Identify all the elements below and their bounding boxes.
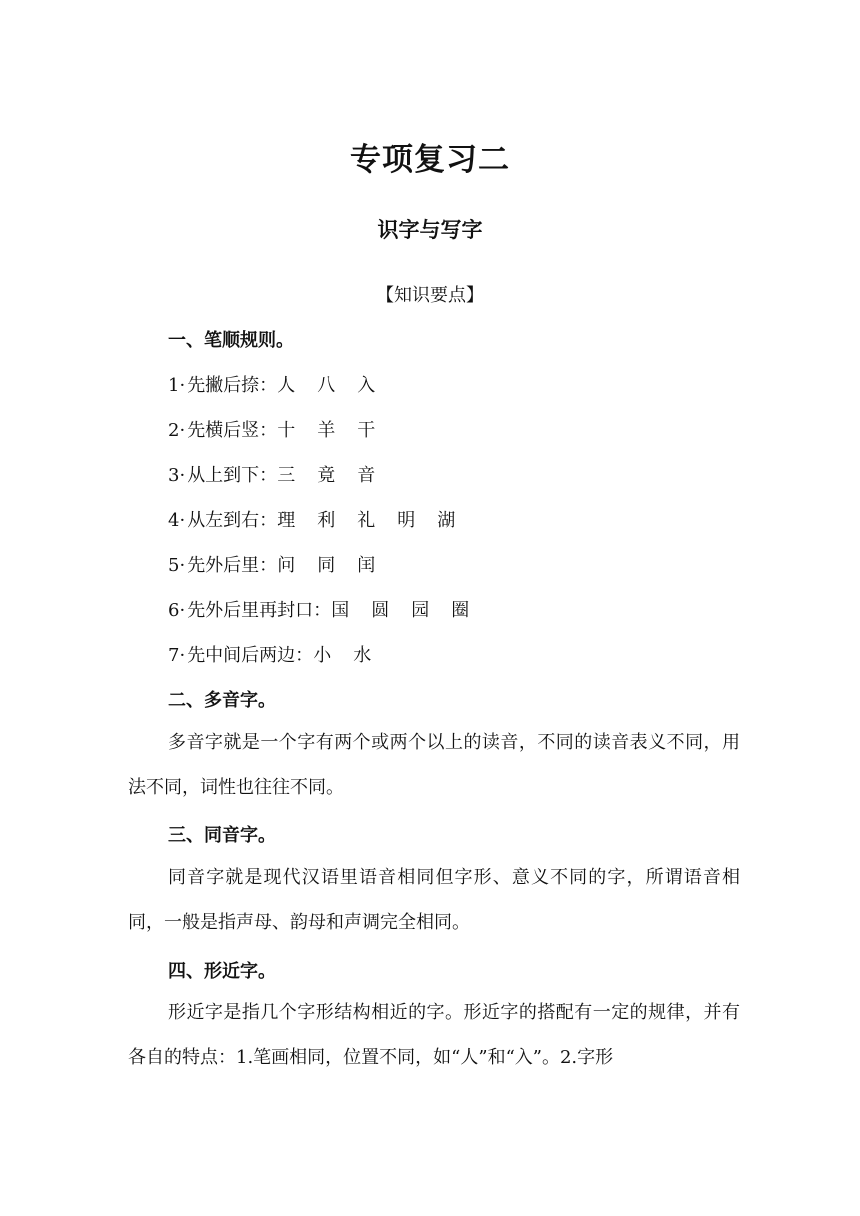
section-heading-stroke-order: 一、笔顺规则。 — [168, 330, 294, 351]
example-char: 湖 — [437, 510, 456, 531]
example-char: 园 — [411, 600, 430, 621]
example-char: 礼 — [357, 510, 376, 531]
example-char: 圈 — [451, 600, 470, 621]
rule-number: 1· — [168, 375, 186, 396]
example-char: 问 — [277, 555, 296, 576]
example-char: 三 — [277, 465, 296, 486]
stroke-rule-6 — [168, 596, 491, 622]
example-char: 人 — [277, 375, 296, 396]
example-char: 同 — [317, 555, 336, 576]
example-char: 圆 — [371, 600, 390, 621]
rule-number: 4· — [168, 510, 186, 531]
example-char: 小 — [313, 645, 332, 666]
example-char: 理 — [277, 510, 296, 531]
rule-number: 7· — [168, 645, 186, 666]
section-heading-polyphone: 二、多音字。 — [168, 690, 276, 711]
rule-text: 先撇后捺： — [187, 375, 278, 396]
example-char: 闰 — [357, 555, 376, 576]
stroke-rule-7 — [168, 641, 393, 667]
example-char: 水 — [353, 645, 372, 666]
rule-text: 从上到下： — [187, 465, 278, 486]
page-title: 专项复习二 — [350, 142, 510, 178]
example-char: 利 — [317, 510, 336, 531]
page-subtitle: 识字与写字 — [377, 218, 483, 242]
example-char: 音 — [357, 465, 376, 486]
stroke-rule-1 — [168, 371, 397, 397]
rule-text: 先中间后两边： — [187, 645, 314, 666]
rule-number: 5· — [168, 555, 186, 576]
example-char: 明 — [397, 510, 416, 531]
rule-text: 先横后竖： — [187, 420, 278, 441]
stroke-rule-2 — [168, 416, 397, 442]
stroke-rule-5 — [168, 551, 397, 577]
example-char: 十 — [277, 420, 296, 441]
rule-text: 先外后里再封口： — [187, 600, 332, 621]
example-char: 八 — [317, 375, 336, 396]
example-char: 羊 — [317, 420, 336, 441]
example-char: 竟 — [317, 465, 336, 486]
similar-paragraph: 形近字是指几个字形结构相近的字。形近字的搭配有一定的规律，并有各自的特点：1.笔画相同，位置不同，如“人”和“入”。2.字形 — [128, 1002, 740, 1068]
rule-number: 2· — [168, 420, 186, 441]
rule-text: 从左到右： — [187, 510, 278, 531]
stroke-rule-3 — [168, 461, 397, 487]
rule-text: 先外后里： — [187, 555, 278, 576]
section-heading-homophone: 三、同音字。 — [168, 825, 276, 846]
knowledge-points-label: 【知识要点】 — [376, 285, 484, 306]
rule-number: 3· — [168, 465, 186, 486]
example-char: 国 — [331, 600, 350, 621]
section-heading-similar: 四、形近字。 — [168, 961, 276, 982]
homophone-paragraph: 同音字就是现代汉语里语音相同但字形、意义不同的字，所谓语音相同，一般是指声母、韵母和声调完全相同。 — [128, 867, 740, 933]
polyphone-paragraph: 多音字就是一个字有两个或两个以上的读音，不同的读音表义不同，用法不同，词性也往往不同。 — [128, 732, 740, 798]
stroke-rule-4 — [168, 506, 477, 532]
example-char: 入 — [357, 375, 376, 396]
example-char: 干 — [357, 420, 376, 441]
rule-number: 6· — [168, 600, 186, 621]
